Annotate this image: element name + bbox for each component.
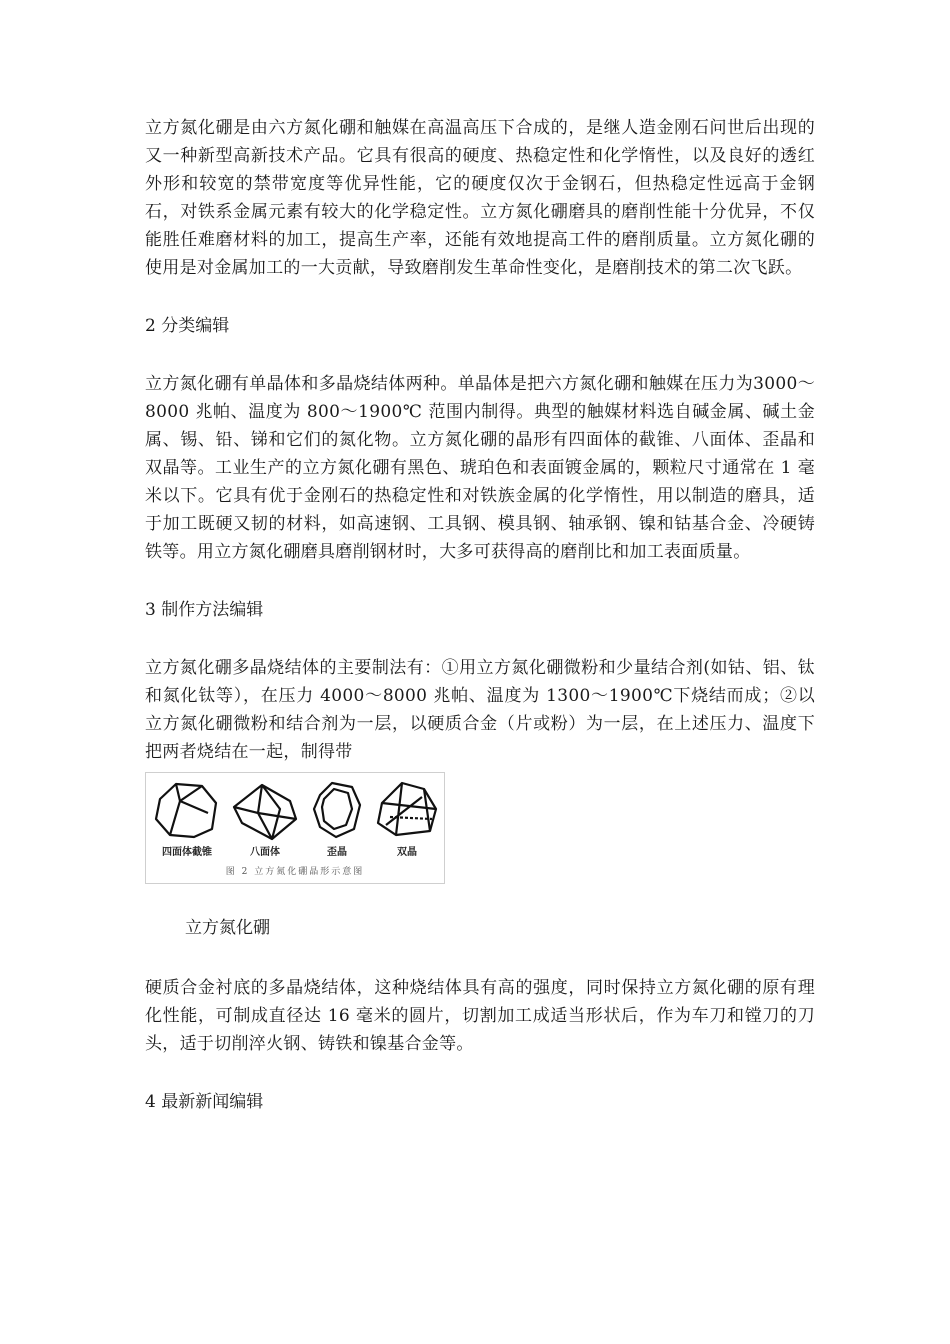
section-3-continued-paragraph: 硬质合金衬底的多晶烧结体，这种烧结体具有高的强度，同时保持立方氮化硼的原有理化性能，可制成直径达 16 毫米的圆片，切割加工成适当形状后，作为车刀和镗刀的刀头，适于切削淬火钢、铸铁和镍基合金等。 bbox=[145, 978, 815, 1054]
section-2-paragraph: 立方氮化硼有单晶体和多晶烧结体两种。单晶体是把六方氮化硼和触媒在压力为3000～8000 兆帕、温度为 800～1900℃ 范围内制得。典型的触媒材料选自碱金属、碱土金属、锡、铅、锑和它们的氮化物。立方氮化硼的晶形有四面体的截锥、八面体、歪晶和双晶等。工业生产的立方氮化硼有黑色、琥珀色和表面镀金属的，颗粒尺寸通常在 1 毫米以下。它具有优于金刚石的热稳定性和对铁族金属的化学惰性，用以制造的磨具，适于加工既硬又韧的材料，如高速钢、工具钢、模具钢、轴承钢、镍和钴基合金、冷硬铸铁等。用立方氮化硼磨具磨削钢材时，大多可获得高的磨削比和加工表面质量。 bbox=[145, 374, 815, 562]
truncated-tetrahedron-shape bbox=[156, 784, 216, 837]
figure-caption: 图 2 立方氮化硼晶形示意图 bbox=[225, 867, 365, 877]
document-page bbox=[145, 114, 815, 1116]
octahedron-shape bbox=[234, 785, 296, 839]
crystal-shapes-figure bbox=[145, 772, 445, 884]
label-distorted-crystal: 歪晶 bbox=[327, 847, 347, 858]
label-octahedron: 八面体 bbox=[250, 847, 280, 858]
section-3-paragraph: 立方氮化硼多晶烧结体的主要制法有：①用立方氮化硼微粉和少量结合剂(如钴、铝、钛和氮化钛等），在压力 4000～8000 兆帕、温度为 1300～1900℃下烧结而成；②以立方氮化硼微粉和结合剂为一层，以硬质合金（片或粉）为一层，在上述压力、温度下把两者烧结在一起，制得带 bbox=[145, 658, 815, 762]
distorted-crystal-shape bbox=[314, 783, 360, 837]
section-4-heading: 4 最新新闻编辑 bbox=[145, 1092, 264, 1112]
section-3-heading: 3 制作方法编辑 bbox=[145, 600, 264, 620]
image-caption: 立方氮化硼 bbox=[185, 918, 270, 938]
intro-paragraph: 立方氮化硼是由六方氮化硼和触媒在高温高压下合成的，是继人造金刚石问世后出现的又一种新型高新技术产品。它具有很高的硬度、热稳定性和化学惰性，以及良好的透红外形和较宽的禁带宽度等优异性能，它的硬度仅次于金钢石，但热稳定性远高于金钢石，对铁系金属元素有较大的化学稳定性。立方氮化硼磨具的磨削性能十分优异，不仅能胜任难磨材料的加工，提高生产率，还能有效地提高工件的磨削质量。立方氮化硼的使用是对金属加工的一大贡献，导致磨削发生革命性变化，是磨削技术的第二次飞跃。 bbox=[145, 118, 815, 278]
section-2-heading: 2 分类编辑 bbox=[145, 316, 230, 336]
label-truncated-tetrahedron: 四面体截锥 bbox=[162, 847, 212, 858]
label-twin-crystal: 双晶 bbox=[397, 847, 417, 858]
twin-crystal-shape bbox=[378, 783, 436, 835]
